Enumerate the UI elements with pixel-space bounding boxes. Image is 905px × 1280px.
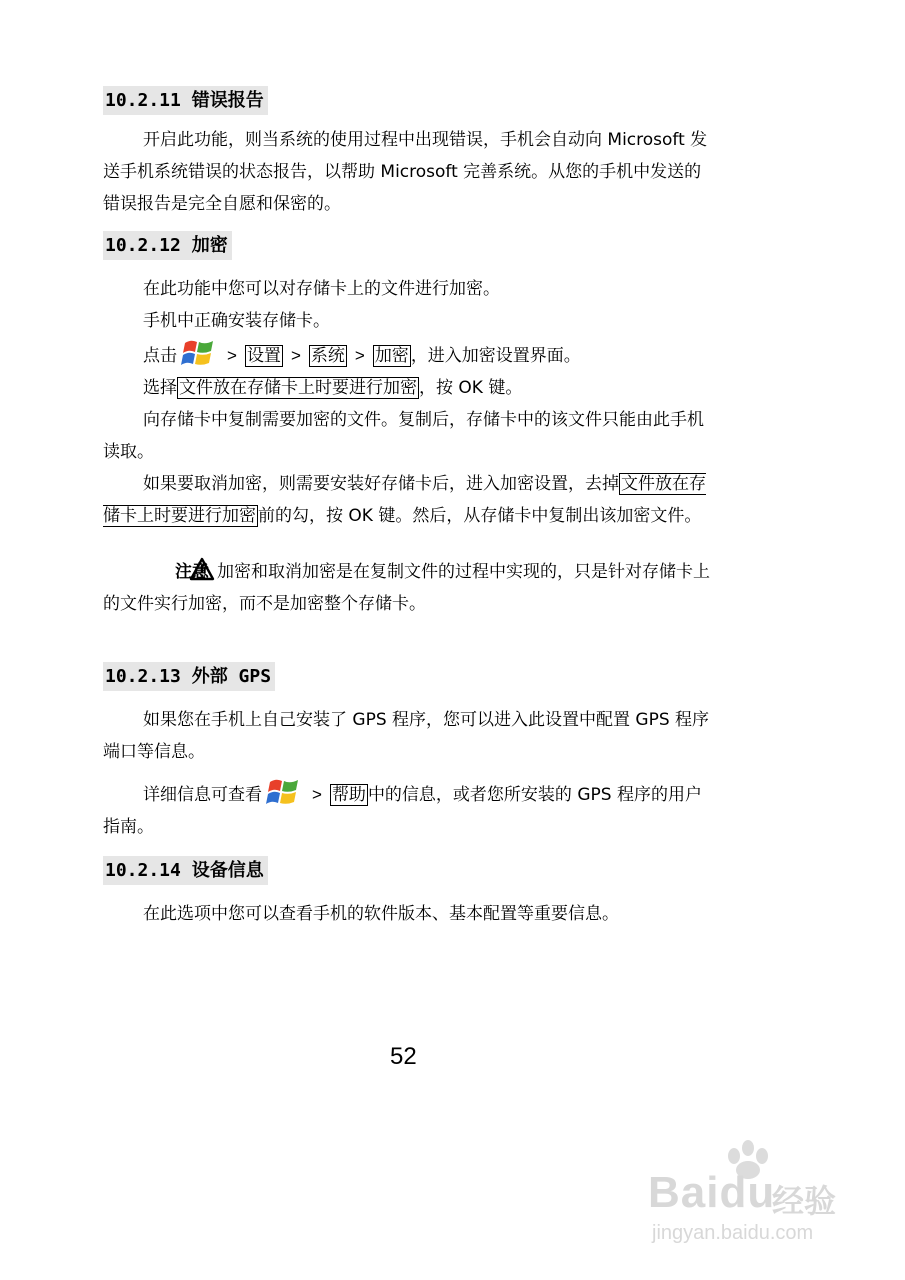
step-paragraph [103,337,715,372]
windows-start-icon [262,776,304,808]
menu-item-settings: 设置 [246,346,281,366]
windows-start-icon [177,337,219,369]
separator: > [290,346,301,365]
separator: > [312,785,322,804]
section-body [103,704,715,843]
option-encrypt-files: 文件放在存储卡上时要进行加密 [179,378,417,398]
step-text: 中的信息，或者您所安装的 GPS 程序的用户指南。 [103,785,702,837]
step-text: 前的勾，按 OK 键。然后，从存储卡中复制出该加密文件。 [258,506,702,526]
separator: > [354,346,365,365]
paragraph: 向存储卡中复制需要加密的文件。复制后，存储卡中的该文件只能由此手机读取。 [103,410,704,462]
separator: > [227,346,237,365]
paragraph [103,468,715,532]
watermark-logo: Baidu [648,1168,776,1217]
note [103,556,715,620]
paragraph: 如果您在手机上自己安装了 GPS 程序，您可以进入此设置中配置 GPS 程序端口等信息。 [103,710,710,762]
option-encrypt-files: 文件放在存储卡上时要进行加密 [103,474,706,526]
step-text: 点击 [143,346,177,366]
section-encryption [103,231,715,260]
menu-item-system: 系统 [310,346,345,366]
section-heading: 10.2.14 设备信息 [103,856,268,885]
section-body [103,898,715,930]
paragraph: 手机中正确安装存储卡。 [143,311,330,331]
note-text: 加密和取消加密是在复制文件的过程中实现的，只是针对存储卡上的文件实行加密，而不是加密整个存储卡。 [103,562,710,614]
menu-item-encryption: 加密 [374,346,409,366]
paragraph: 开启此功能，则当系统的使用过程中出现错误，手机会自动向 Microsoft 发送手机系统错误的状态报告，以帮助 Microsoft 完善系统。从您的手机中发送的错误报告是完全自愿和保密的。 [103,130,708,214]
section-heading: 10.2.11 错误报告 [103,86,268,115]
step-paragraph [103,372,715,404]
menu-item-help: 帮助 [331,785,366,805]
step-text: 选择 [143,378,177,398]
paragraph: 在此功能中您可以对存储卡上的文件进行加密。 [143,279,500,299]
warning-icon [149,557,175,581]
baidu-watermark [640,1140,860,1250]
page-number: 52 [390,1043,417,1070]
step-text: 如果要取消加密，则需要安装好存储卡后，进入加密设置，去掉 [143,474,619,494]
note-label: 注意 [175,562,209,582]
section-heading: 10.2.12 加密 [103,231,232,260]
watermark-label: 经验 [772,1182,837,1220]
watermark-url: jingyan.baidu.com [652,1222,814,1244]
step-text: 详细信息可查看 [143,785,262,805]
step-text: ，进入加密设置界面。 [410,346,581,366]
section-device-info [103,856,715,885]
section-body [103,124,715,220]
step-paragraph [103,776,715,843]
section-error-report [103,86,715,115]
step-text: ，按 OK 键。 [419,378,523,398]
section-body [103,273,715,620]
section-external-gps [103,662,715,691]
paragraph: 在此选项中您可以查看手机的软件版本、基本配置等重要信息。 [143,904,619,924]
section-heading: 10.2.13 外部 GPS [103,662,275,691]
